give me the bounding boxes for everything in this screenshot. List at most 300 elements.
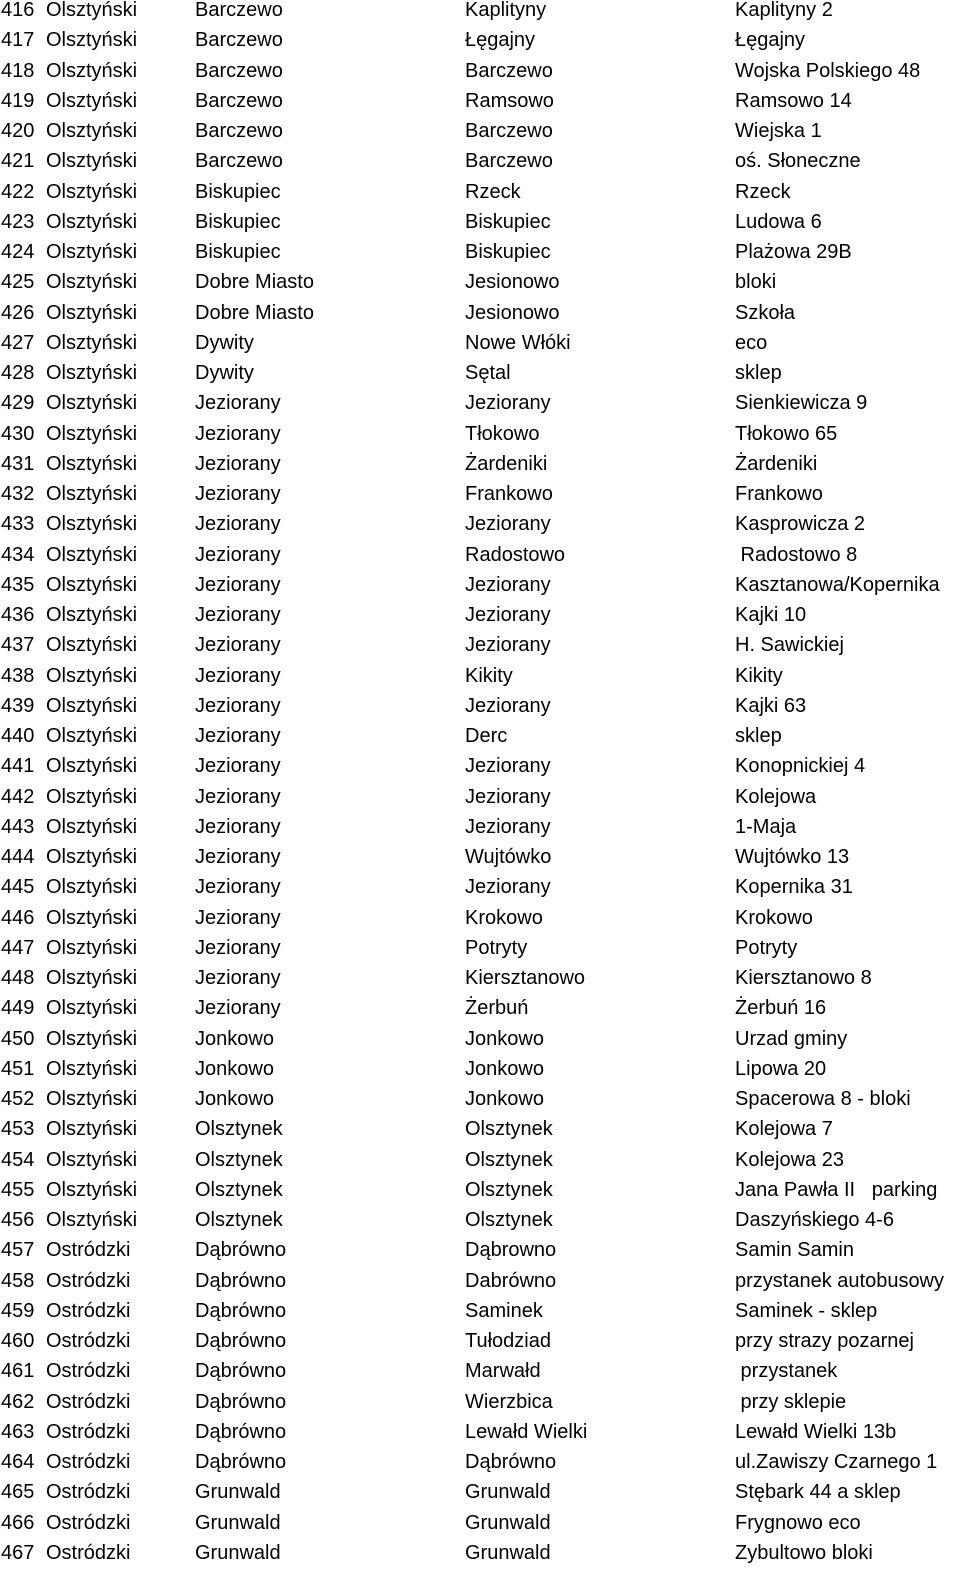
miejscowosc-cell: Biskupiec — [465, 210, 551, 233]
adres-cell: Plażowa 29B — [735, 241, 852, 263]
adres-cell: Kolejowa 23 — [735, 1148, 844, 1171]
miejscowosc-cell: Barczewo — [465, 120, 553, 142]
table-row — [0, 635, 960, 665]
gmina-cell: Jeziorany — [195, 483, 281, 505]
table-row — [0, 1513, 960, 1543]
gmina-cell: Jeziorany — [195, 543, 281, 566]
gmina-cell: Olsztynek — [195, 1118, 283, 1141]
powiat-cell: Olsztyński — [46, 150, 138, 173]
table-row — [0, 1180, 960, 1210]
gmina-cell: Barczewo — [195, 29, 283, 52]
powiat-cell: Ostródzki — [46, 1269, 131, 1292]
table-row — [0, 968, 960, 998]
miejscowosc-cell: Radostowo — [465, 543, 566, 566]
table-row — [0, 1392, 960, 1422]
row-number: 454 — [1, 1148, 35, 1171]
powiat-cell: Olsztyński — [46, 1148, 138, 1171]
gmina-cell: Dąbrówno — [195, 1330, 287, 1352]
gmina-cell: Jeziorany — [195, 936, 281, 959]
row-number: 421 — [1, 150, 35, 173]
miejscowosc-cell: Kaplityny — [465, 0, 547, 21]
miejscowosc-cell: Kiersztanowo — [465, 967, 586, 989]
table-row — [0, 182, 960, 212]
powiat-cell: Ostródzki — [46, 1420, 131, 1443]
miejscowosc-cell: Dąbrówno — [465, 1451, 557, 1473]
powiat-cell: Ostródzki — [46, 1451, 131, 1473]
miejscowosc-cell: Jeziorany — [465, 785, 551, 808]
row-number: 436 — [1, 604, 35, 626]
adres-cell: Kasprowicza 2 — [735, 513, 866, 536]
table-row — [0, 1301, 960, 1331]
gmina-cell: Biskupiec — [195, 180, 281, 203]
powiat-cell: Olsztyński — [46, 815, 138, 838]
adres-cell: Kajki 10 — [735, 604, 807, 626]
gmina-cell: Olsztynek — [195, 1148, 283, 1171]
gmina-cell: Jeziorany — [195, 452, 281, 475]
miejscowosc-cell: Jeziorany — [465, 815, 551, 838]
gmina-cell: Grunwald — [195, 1511, 281, 1534]
gmina-cell: Jeziorany — [195, 785, 281, 808]
powiat-cell: Ostródzki — [46, 1541, 131, 1564]
table-row — [0, 30, 960, 60]
table-row — [0, 212, 960, 242]
row-number: 461 — [1, 1360, 35, 1383]
row-number: 451 — [1, 1057, 35, 1080]
table-row — [0, 938, 960, 968]
row-number: 463 — [1, 1420, 35, 1443]
table-row — [0, 484, 960, 514]
table-row — [0, 1331, 960, 1361]
powiat-cell: Olsztyński — [46, 483, 138, 505]
table-row — [0, 756, 960, 786]
table-row — [0, 242, 960, 272]
table-row — [0, 1150, 960, 1180]
gmina-cell: Olsztynek — [195, 1209, 283, 1231]
row-number: 452 — [1, 1088, 35, 1110]
gmina-cell: Biskupiec — [195, 241, 281, 263]
miejscowosc-cell: Jeziorany — [465, 513, 551, 536]
gmina-cell: Grunwald — [195, 1481, 281, 1504]
row-number: 462 — [1, 1390, 35, 1413]
gmina-cell: Barczewo — [195, 120, 283, 142]
adres-cell: Wiejska 1 — [735, 120, 822, 142]
table-row — [0, 1452, 960, 1482]
miejscowosc-cell: Dąbrowno — [465, 1239, 557, 1262]
miejscowosc-cell: Lewałd Wielki — [465, 1420, 588, 1443]
powiat-cell: Olsztyński — [46, 1057, 138, 1080]
powiat-cell: Ostródzki — [46, 1390, 131, 1413]
miejscowosc-cell: Jesionowo — [465, 271, 560, 294]
adres-cell: Daszyńskiego 4-6 — [735, 1209, 894, 1231]
adres-cell: Kasztanowa/Kopernika — [735, 573, 940, 596]
table-row — [0, 363, 960, 393]
gmina-cell: Jeziorany — [195, 997, 281, 1020]
row-number: 432 — [1, 483, 35, 505]
miejscowosc-cell: Tłokowo — [465, 422, 540, 445]
powiat-cell: Olsztyński — [46, 876, 138, 899]
miejscowosc-cell: Wierzbica — [465, 1390, 553, 1413]
gmina-cell: Jeziorany — [195, 725, 281, 747]
miejscowosc-cell: Olsztynek — [465, 1118, 553, 1141]
table-row — [0, 393, 960, 423]
table-row — [0, 998, 960, 1028]
row-number: 458 — [1, 1269, 35, 1292]
powiat-cell: Olsztyński — [46, 29, 138, 52]
miejscowosc-cell: Grunwald — [465, 1481, 551, 1504]
powiat-cell: Olsztyński — [46, 0, 138, 21]
table-row — [0, 91, 960, 121]
row-number: 437 — [1, 634, 35, 657]
adres-cell: oś. Słoneczne — [735, 150, 861, 173]
adres-cell: Saminek - sklep — [735, 1299, 878, 1322]
powiat-cell: Olsztyński — [46, 634, 138, 657]
table-row — [0, 787, 960, 817]
gmina-cell: Jeziorany — [195, 755, 281, 778]
adres-cell: Szkoła — [735, 301, 796, 324]
gmina-cell: Dąbrówno — [195, 1299, 287, 1322]
row-number: 430 — [1, 422, 35, 445]
gmina-cell: Jeziorany — [195, 664, 281, 687]
miejscowosc-cell: Krokowo — [465, 906, 543, 929]
miejscowosc-cell: Saminek — [465, 1299, 543, 1322]
miejscowosc-cell: Jesionowo — [465, 301, 560, 324]
row-number: 425 — [1, 271, 35, 294]
row-number: 424 — [1, 241, 35, 263]
miejscowosc-cell: Olsztynek — [465, 1148, 553, 1171]
powiat-cell: Olsztyński — [46, 997, 138, 1020]
row-number: 459 — [1, 1299, 35, 1322]
adres-cell: przystanek — [735, 1360, 838, 1383]
miejscowosc-cell: Nowe Włóki — [465, 331, 571, 354]
gmina-cell: Barczewo — [195, 150, 283, 173]
row-number: 417 — [1, 29, 35, 52]
gmina-cell: Jeziorany — [195, 513, 281, 536]
powiat-cell: Ostródzki — [46, 1330, 131, 1352]
adres-cell: eco — [735, 331, 768, 354]
gmina-cell: Jonkowo — [195, 1057, 274, 1080]
row-number: 449 — [1, 997, 35, 1020]
adres-cell: Kaplityny 2 — [735, 0, 833, 21]
adres-cell: przystanek autobusowy — [735, 1269, 945, 1292]
powiat-cell: Ostródzki — [46, 1511, 131, 1534]
table-row — [0, 1543, 960, 1573]
gmina-cell: Jonkowo — [195, 1027, 274, 1050]
table-row — [0, 847, 960, 877]
row-number: 464 — [1, 1451, 35, 1473]
powiat-cell: Olsztyński — [46, 846, 138, 868]
powiat-cell: Olsztyński — [46, 725, 138, 747]
miejscowosc-cell: Olsztynek — [465, 1178, 553, 1201]
miejscowosc-cell: Dabrówno — [465, 1269, 557, 1292]
miejscowosc-cell: Olsztynek — [465, 1209, 553, 1231]
table-row — [0, 1210, 960, 1240]
miejscowosc-cell: Jeziorany — [465, 604, 551, 626]
row-number: 460 — [1, 1330, 35, 1352]
gmina-cell: Barczewo — [195, 0, 283, 21]
gmina-cell: Jeziorany — [195, 906, 281, 929]
row-number: 467 — [1, 1541, 35, 1564]
table-row — [0, 0, 960, 30]
powiat-cell: Olsztyński — [46, 664, 138, 687]
gmina-cell: Dąbrówno — [195, 1360, 287, 1383]
gmina-cell: Jeziorany — [195, 876, 281, 899]
row-number: 448 — [1, 967, 35, 989]
gmina-cell: Dąbrówno — [195, 1451, 287, 1473]
powiat-cell: Olsztyński — [46, 906, 138, 929]
adres-cell: Lewałd Wielki 13b — [735, 1420, 897, 1443]
row-number: 429 — [1, 392, 35, 415]
gmina-cell: Jeziorany — [195, 573, 281, 596]
row-number: 419 — [1, 89, 35, 112]
row-number: 446 — [1, 906, 35, 929]
gmina-cell: Dąbrówno — [195, 1239, 287, 1262]
adres-cell: sklep — [735, 725, 782, 747]
miejscowosc-cell: Wujtówko — [465, 846, 552, 868]
gmina-cell: Jeziorany — [195, 604, 281, 626]
adres-cell: sklep — [735, 362, 782, 384]
powiat-cell: Olsztyński — [46, 604, 138, 626]
powiat-cell: Olsztyński — [46, 967, 138, 989]
powiat-cell: Olsztyński — [46, 1118, 138, 1141]
miejscowosc-cell: Łęgajny — [465, 29, 536, 52]
row-number: 416 — [1, 0, 35, 21]
adres-cell: Kiersztanowo 8 — [735, 967, 872, 989]
table-row — [0, 817, 960, 847]
table-row — [0, 151, 960, 181]
miejscowosc-cell: Biskupiec — [465, 241, 551, 263]
gmina-cell: Grunwald — [195, 1541, 281, 1564]
powiat-cell: Olsztyński — [46, 1209, 138, 1231]
miejscowosc-cell: Grunwald — [465, 1511, 551, 1534]
miejscowosc-cell: Jeziorany — [465, 876, 551, 899]
powiat-cell: Olsztyński — [46, 573, 138, 596]
table-row — [0, 303, 960, 333]
miejscowosc-cell: Jeziorany — [465, 573, 551, 596]
gmina-cell: Jeziorany — [195, 815, 281, 838]
row-number: 443 — [1, 815, 35, 838]
adres-cell: Ludowa 6 — [735, 210, 822, 233]
adres-cell: Kolejowa — [735, 785, 817, 808]
gmina-cell: Barczewo — [195, 59, 283, 82]
adres-cell: przy sklepie — [735, 1390, 847, 1413]
row-number: 466 — [1, 1511, 35, 1534]
adres-cell: ul.Zawiszy Czarnego 1 — [735, 1451, 938, 1473]
miejscowosc-cell: Barczewo — [465, 59, 553, 82]
row-number: 423 — [1, 210, 35, 233]
adres-cell: bloki — [735, 271, 777, 294]
miejscowosc-cell: Grunwald — [465, 1541, 551, 1564]
adres-cell: Tłokowo 65 — [735, 422, 838, 445]
miejscowosc-cell: Jeziorany — [465, 392, 551, 415]
powiat-cell: Olsztyński — [46, 301, 138, 324]
adres-cell: Urzad gminy — [735, 1027, 848, 1050]
table-row — [0, 726, 960, 756]
table-row — [0, 877, 960, 907]
powiat-cell: Olsztyński — [46, 271, 138, 294]
miejscowosc-cell: Kikity — [465, 664, 513, 687]
powiat-cell: Olsztyński — [46, 362, 138, 384]
miejscowosc-cell: Tułodziad — [465, 1330, 551, 1352]
row-number: 439 — [1, 694, 35, 717]
adres-cell: Kajki 63 — [735, 694, 807, 717]
table-row — [0, 1482, 960, 1512]
powiat-cell: Olsztyński — [46, 936, 138, 959]
adres-cell: Zybultowo bloki — [735, 1541, 873, 1564]
miejscowosc-cell: Marwałd — [465, 1360, 541, 1383]
table-row — [0, 1119, 960, 1149]
powiat-cell: Olsztyński — [46, 785, 138, 808]
table-row — [0, 545, 960, 575]
adres-cell: Kikity — [735, 664, 783, 687]
table-row — [0, 666, 960, 696]
gmina-cell: Dobre Miasto — [195, 271, 314, 294]
adres-cell: Kopernika 31 — [735, 876, 853, 899]
powiat-cell: Olsztyński — [46, 755, 138, 778]
miejscowosc-cell: Żardeniki — [465, 452, 548, 475]
gmina-cell: Dąbrówno — [195, 1420, 287, 1443]
powiat-cell: Ostródzki — [46, 1360, 131, 1383]
powiat-cell: Olsztyński — [46, 120, 138, 142]
miejscowosc-cell: Jeziorany — [465, 634, 551, 657]
table-row — [0, 1240, 960, 1270]
adres-cell: Łęgajny — [735, 29, 806, 52]
gmina-cell: Dywity — [195, 362, 254, 384]
gmina-cell: Jeziorany — [195, 392, 281, 415]
row-number: 434 — [1, 543, 35, 566]
table-row — [0, 272, 960, 302]
powiat-cell: Olsztyński — [46, 241, 138, 263]
row-number: 456 — [1, 1209, 35, 1231]
powiat-cell: Olsztyński — [46, 513, 138, 536]
table-row — [0, 908, 960, 938]
table-row — [0, 61, 960, 91]
row-number: 447 — [1, 936, 35, 959]
row-number: 420 — [1, 120, 35, 142]
miejscowosc-cell: Barczewo — [465, 150, 553, 173]
table-row — [0, 424, 960, 454]
table-row — [0, 1271, 960, 1301]
row-number: 438 — [1, 664, 35, 687]
adres-cell: Rzeck — [735, 180, 791, 203]
gmina-cell: Dobre Miasto — [195, 301, 314, 324]
table-row — [0, 333, 960, 363]
adres-cell: Spacerowa 8 - bloki — [735, 1088, 911, 1110]
adres-cell: Samin Samin — [735, 1239, 854, 1262]
gmina-cell: Jeziorany — [195, 967, 281, 989]
gmina-cell: Dąbrówno — [195, 1390, 287, 1413]
row-number: 427 — [1, 331, 35, 354]
miejscowosc-cell: Ramsowo — [465, 89, 554, 112]
adres-cell: Wojska Polskiego 48 — [735, 59, 921, 82]
table-row — [0, 121, 960, 151]
gmina-cell: Jeziorany — [195, 422, 281, 445]
miejscowosc-cell: Jonkowo — [465, 1057, 544, 1080]
powiat-cell: Olsztyński — [46, 331, 138, 354]
gmina-cell: Dąbrówno — [195, 1269, 287, 1292]
adres-cell: przy strazy pozarnej — [735, 1330, 914, 1352]
powiat-cell: Olsztyński — [46, 180, 138, 203]
gmina-cell: Jeziorany — [195, 634, 281, 657]
powiat-cell: Olsztyński — [46, 59, 138, 82]
powiat-cell: Olsztyński — [46, 422, 138, 445]
row-number: 440 — [1, 725, 35, 747]
miejscowosc-cell: Sętal — [465, 362, 511, 384]
powiat-cell: Olsztyński — [46, 452, 138, 475]
table-row — [0, 1089, 960, 1119]
powiat-cell: Olsztyński — [46, 694, 138, 717]
miejscowosc-cell: Potryty — [465, 936, 528, 959]
table-row — [0, 454, 960, 484]
powiat-cell: Olsztyński — [46, 543, 138, 566]
adres-cell: H. Sawickiej — [735, 634, 844, 657]
row-number: 455 — [1, 1178, 35, 1201]
table-row — [0, 1059, 960, 1089]
row-number: 465 — [1, 1481, 35, 1504]
miejscowosc-cell: Rzeck — [465, 180, 521, 203]
powiat-cell: Olsztyński — [46, 210, 138, 233]
row-number: 444 — [1, 846, 35, 868]
gmina-cell: Jeziorany — [195, 694, 281, 717]
adres-cell: Radostowo 8 — [735, 543, 858, 566]
row-number: 442 — [1, 785, 35, 808]
adres-cell: Żardeniki — [735, 452, 818, 475]
gmina-cell: Barczewo — [195, 89, 283, 112]
powiat-cell: Olsztyński — [46, 89, 138, 112]
gmina-cell: Dywity — [195, 331, 254, 354]
adres-cell: Wujtówko 13 — [735, 846, 850, 868]
gmina-cell: Jonkowo — [195, 1088, 274, 1110]
miejscowosc-cell: Jeziorany — [465, 694, 551, 717]
powiat-cell: Ostródzki — [46, 1481, 131, 1504]
row-number: 426 — [1, 301, 35, 324]
adres-cell: Ramsowo 14 — [735, 89, 852, 112]
powiat-cell: Olsztyński — [46, 392, 138, 415]
adres-cell: Potryty — [735, 936, 798, 959]
row-number: 418 — [1, 59, 35, 82]
gmina-cell: Biskupiec — [195, 210, 281, 233]
adres-cell: Frankowo — [735, 483, 823, 505]
adres-cell: Żerbuń 16 — [735, 997, 827, 1020]
table-row — [0, 1361, 960, 1391]
row-number: 428 — [1, 362, 35, 384]
adres-cell: Jana Pawła II parking — [735, 1178, 938, 1201]
adres-cell: Frygnowo eco — [735, 1511, 861, 1534]
powiat-cell: Ostródzki — [46, 1239, 131, 1262]
row-number: 457 — [1, 1239, 35, 1262]
row-number: 435 — [1, 573, 35, 596]
row-number: 450 — [1, 1027, 35, 1050]
powiat-cell: Olsztyński — [46, 1088, 138, 1110]
adres-cell: Krokowo — [735, 906, 813, 929]
miejscowosc-cell: Jonkowo — [465, 1027, 544, 1050]
row-number: 431 — [1, 452, 35, 475]
adres-cell: 1-Maja — [735, 815, 797, 838]
miejscowosc-cell: Jonkowo — [465, 1088, 544, 1110]
miejscowosc-cell: Jeziorany — [465, 755, 551, 778]
gmina-cell: Olsztynek — [195, 1178, 283, 1201]
table-row — [0, 1422, 960, 1452]
adres-cell: Lipowa 20 — [735, 1057, 827, 1080]
table-row — [0, 575, 960, 605]
adres-cell: Konopnickiej 4 — [735, 755, 866, 778]
row-number: 433 — [1, 513, 35, 536]
adres-cell: Sienkiewicza 9 — [735, 392, 868, 415]
table-row — [0, 514, 960, 544]
row-number: 453 — [1, 1118, 35, 1141]
miejscowosc-cell: Frankowo — [465, 483, 553, 505]
gmina-cell: Jeziorany — [195, 846, 281, 868]
adres-cell: Kolejowa 7 — [735, 1118, 833, 1141]
